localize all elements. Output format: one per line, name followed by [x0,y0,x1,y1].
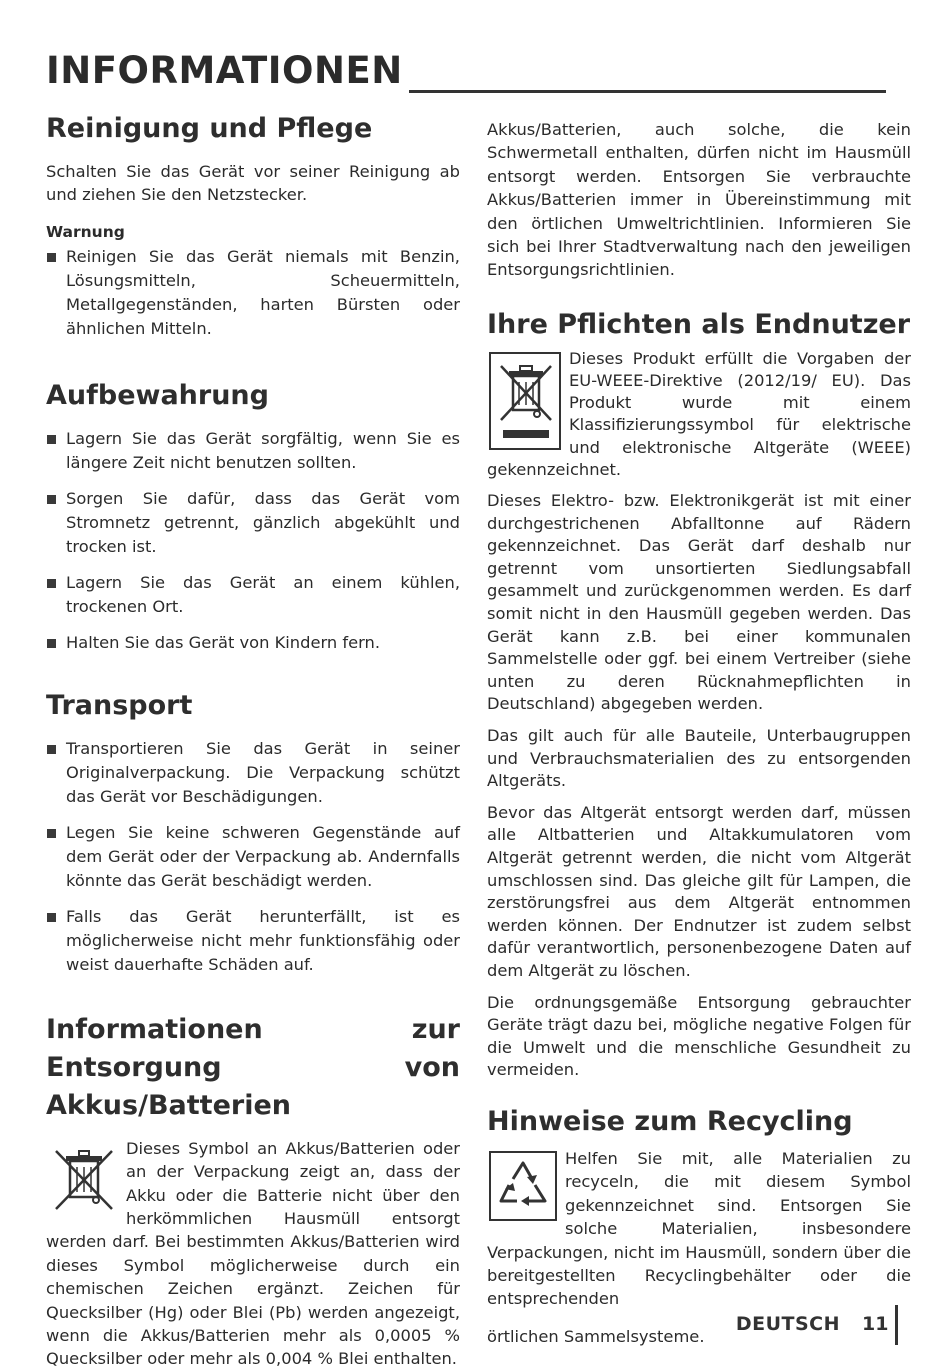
left-column [46,112,460,1371]
bullet-icon [47,495,56,504]
heading-recycling: Hinweise zum Recycling [487,1105,853,1137]
recycling-text: Helfen Sie mit, alle Materialien zu recyceln, die mit diesem Symbol gekennzeichnet sind. Entsorgen Sie solche Materialien, insbesondere Verpackungen, nicht im Hausmüll, sondern über die bereitgestellten Recyclingbehälter oder die entsprechenden [487,1148,911,1309]
list-item: Halten Sie das Gerät von Kindern fern. [46,631,460,655]
list-item: Sorgen Sie dafür, dass das Gerät vom Stromnetz getrennt, gänzlich abgekühlt und trocken ist. [46,487,460,559]
cleaning-intro: Schalten Sie das Gerät vor seiner Reinigung ab und ziehen Sie den Netzstecker. [46,162,460,205]
list-item: Legen Sie keine schweren Gegenstände auf dem Gerät oder der Verpackung ab. Andernfalls könnte das Gerät beschädigt werden. [46,821,460,893]
bullet-icon [47,253,56,262]
page-title: INFORMATIONEN [46,48,409,94]
list-item: Falls das Gerät herunterfällt, ist es möglicherweise nicht mehr funktionsfähig oder weist dauerhafte Schäden auf. [46,905,460,977]
recycling-text-end: örtlichen Sammelsysteme. [487,1326,705,1346]
storage-list [46,427,460,655]
recycle-icon [489,1151,557,1221]
bullet-icon [47,913,56,922]
duties-paragraph-2: Dieses Elektro- bzw. Elektronikgerät ist mit einer durchgestrichenen Abfalltonne auf Rädern gekennzeichnet. Das Gerät darf deshalb nur getrennt vom unsortierten Siedlungsabfall gesammelt und zurückgenommen werden. Es darf somit nicht in den Hausmüll gegeben werden. Das Gerät kann z.B. bei einer kommunalen Sammelstelle oder ggf. bei einem Vertreiber (siehe unten zu deren Rücknahmepflichten in Deutschland) abgegeben werden. [487,491,911,714]
heading-storage: Aufbewahrung [46,379,269,411]
transport-list [46,737,460,977]
page-number: 11 [862,1313,889,1335]
list-item: Lagern Sie das Gerät sorgfältig, wenn Sie es längere Zeit nicht benutzen sollten. [46,427,460,475]
list-item: Lagern Sie das Gerät an einem kühlen, trockenen Ort. [46,571,460,619]
bullet-icon [47,639,56,648]
bullet-icon [47,829,56,838]
heading-duties: Ihre Pflichten als Endnutzer [487,308,911,340]
duties-paragraph-3: Das gilt auch für alle Bauteile, Unterbaugruppen und Verbrauchsmaterialien des zu entsorgenden Altgeräts. [487,726,911,791]
batteries-continued: Akkus/Batterien, auch solche, die kein Schwermetall enthalten, dürfen nicht im Hausmüll entsorgt werden. Entsorgen Sie verbrauchte Akkus/Batterien immer in Übereinstimmung mit den örtlichen Umweltrichtlinien. Informieren Sie sich bei Ihrer Stadtverwaltung nach den jeweiligen Entsorgungsrichtlinien. [487,120,911,280]
bullet-icon [47,745,56,754]
duties-paragraph-5: Die ordnungsgemäße Entsorgung gebrauchter Geräte trägt dazu bei, mögliche negative Folgen für die Umwelt und die menschliche Gesundheit zu vermeiden. [487,992,911,1080]
page-header [46,44,886,93]
batteries-text: Dieses Symbol an Akkus/Batterien oder an der Verpackung zeigt an, dass der Akku oder die Batterie nicht über den herkömmlichen Hausmüll entsorgt werden darf. Bei bestimmten Akkus/Batterien wird dieses Symbol möglicherweise durch ein chemischen Zeichen ergänzt. Zeichen für Quecksilber (Hg) oder Blei (Pb) werden angezeigt, wenn die Akkus/Batterien mehr als 0,0005 % Quecksilber oder mehr als 0,004 % Blei enthalten. [46,1138,460,1369]
duties-paragraph-1: Dieses Produkt erfüllt die Vorgaben der EU-WEEE-Direktive (2012/19/ EU). Das Produkt wurde mit einem Klassifizierungssymbol für elektrische und elektronische Altgeräte (WEEE) gekennzeichnet. [487,348,911,479]
heading-cleaning: Reinigung und Pflege [46,113,373,144]
duties-paragraph-4: Bevor das Altgerät entsorgt werden darf, müssen alle Altbatterien und Altakkumulatoren vom Altgerät getrennt werden, die nicht vom Altgerät umschlossen sind. Das gleiche gilt für Lampen, die zerstörungsfrei aus dem Altgerät entnommen werden können. Der Endnutzer ist zudem selbst dafür verantwortlich, personenbezogene Daten auf dem Altgerät zu löschen. [487,802,911,980]
warning-list [46,245,460,341]
weee-bin-icon [489,352,561,450]
footer-language: DEUTSCH [735,1313,840,1335]
heading-transport: Transport [46,689,193,721]
crossed-bin-icon [50,1145,120,1219]
bullet-icon [47,579,56,588]
warning-title: Warnung [46,222,125,241]
heading-batteries: Informationen zur Entsorgung von Akkus/Batterien [46,1013,460,1121]
bullet-icon [47,435,56,444]
footer-divider [895,1305,898,1345]
right-column [487,118,911,1348]
list-item: Transportieren Sie das Gerät in seiner Originalverpackung. Die Verpackung schützt das Gerät vor Beschädigungen. [46,737,460,809]
list-item: Reinigen Sie das Gerät niemals mit Benzin, Lösungsmitteln, Scheuermitteln, Metallgegenständen, harten Bürsten oder ähnlichen Mitteln. [46,245,460,341]
